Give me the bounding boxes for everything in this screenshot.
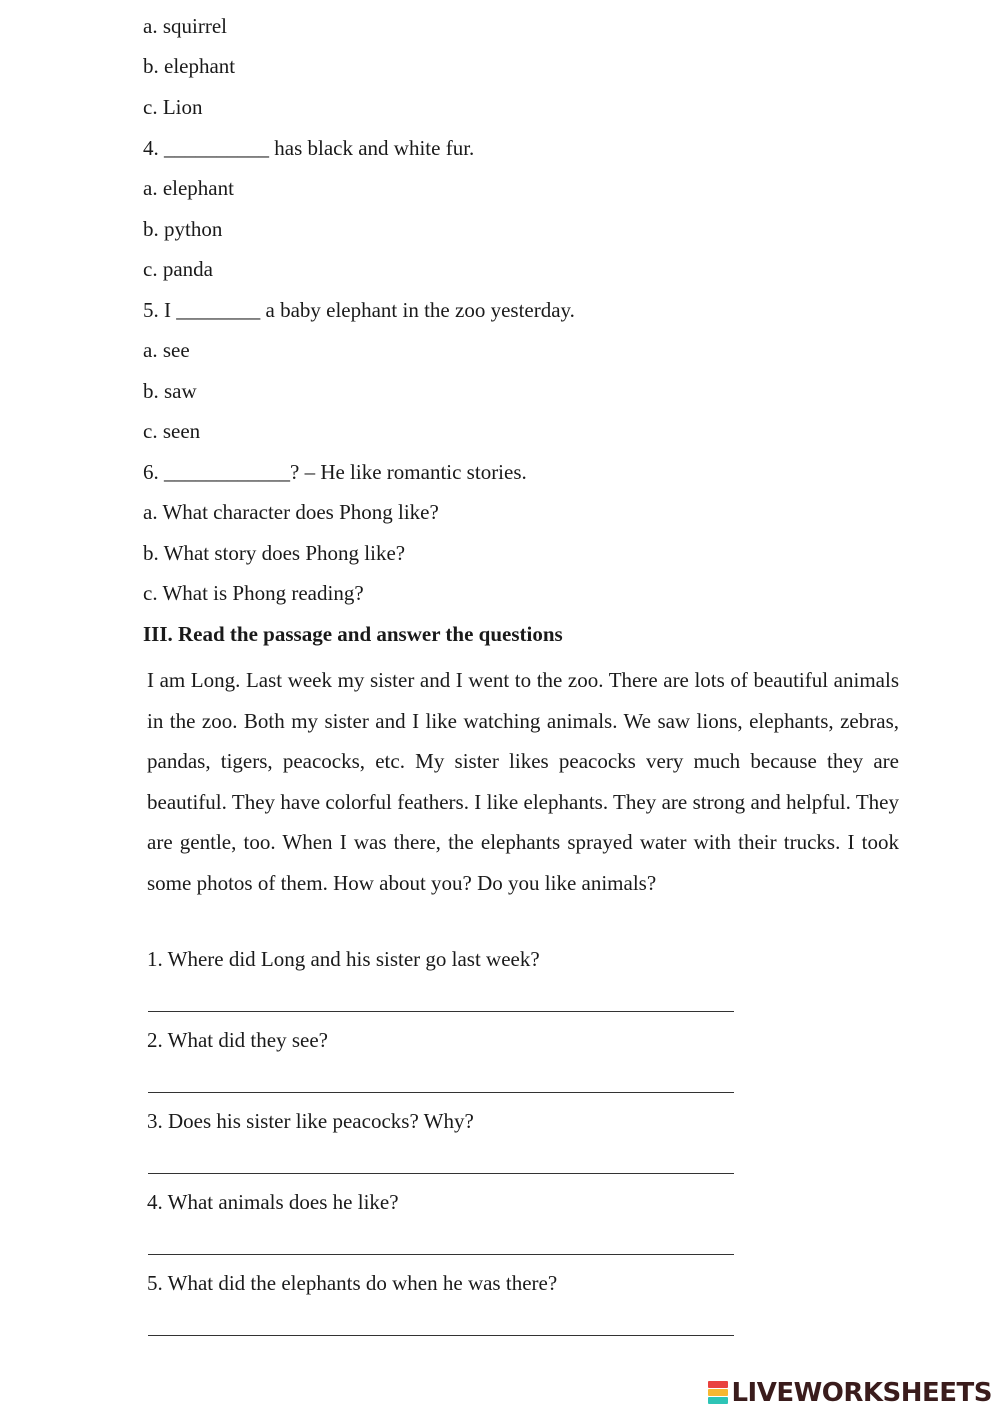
q6-option-b: b. What story does Phong like? [143,541,406,565]
reading-passage: I am Long. Last week my sister and I went to the zoo. There are lots of beautiful animals in the zoo. Both my sister and I like watching animals. We saw lions, elephants, zebras, pandas, tigers, peacocks, etc. My sister likes peacocks very much because they are beautiful. They have colorful feathers. I like elephants. They are strong and helpful. They are gentle, too. When I was there, the elephants sprayed water with their trucks. I took some photos of them. How about you? Do you like animals? [147,668,899,895]
question-1: 1. Where did Long and his sister go last week? [147,947,540,971]
q6-option-a: a. What character does Phong like? [143,500,439,524]
q4-option-a: a. elephant [143,176,234,200]
question-3: 3. Does his sister like peacocks? Why? [147,1109,474,1133]
liveworksheets-logo [708,1378,992,1408]
liveworksheets-logo-text: LIVEWORKSHEETS [731,1378,992,1408]
q5-option-b: b. saw [143,379,197,403]
answer-line-4[interactable] [148,1254,734,1255]
question-2: 2. What did they see? [147,1028,328,1052]
q5-option-c: c. seen [143,419,201,443]
answer-line-5[interactable] [148,1335,734,1336]
q5-option-a: a. see [143,338,190,362]
answer-line-3[interactable] [148,1173,734,1174]
q3-option-a: a. squirrel [143,14,227,38]
answer-line-2[interactable] [148,1092,734,1093]
q5-stem: 5. I ________ a baby elephant in the zoo yesterday. [143,298,575,322]
section-iii-heading: III. Read the passage and answer the questions [143,622,563,646]
question-5: 5. What did the elephants do when he was there? [147,1271,558,1295]
q3-option-c: c. Lion [143,95,203,119]
q4-stem: 4. __________ has black and white fur. [143,136,475,160]
q4-option-b: b. python [143,217,223,241]
question-4: 4. What animals does he like? [147,1190,399,1214]
q6-option-c: c. What is Phong reading? [143,581,364,605]
answer-line-1[interactable] [148,1011,734,1012]
q6-stem: 6. ____________? – He like romantic stories. [143,460,527,484]
liveworksheets-logo-icon [708,1381,728,1405]
q4-option-c: c. panda [143,257,213,281]
q3-option-b: b. elephant [143,54,236,78]
